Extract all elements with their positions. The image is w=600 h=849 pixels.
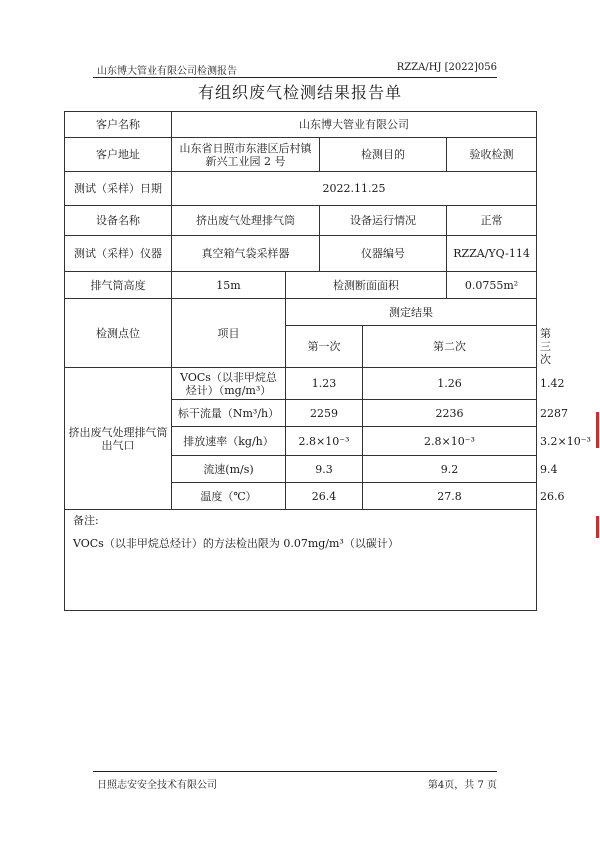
item-cell: 温度（℃）: [172, 483, 286, 510]
row-client-address: [65, 138, 537, 172]
result-header: 测定结果: [286, 299, 537, 326]
client-name-value: 山东博大管业有限公司: [172, 112, 537, 138]
point-header: 检测点位: [65, 299, 172, 368]
value-cell: 26.4: [286, 483, 363, 510]
point-value: 挤出废气处理排气筒出气口: [65, 368, 172, 510]
section-area-value: 0.0755m²: [447, 272, 537, 299]
row-instrument: [65, 236, 537, 272]
value-cell: 2.8×10⁻³: [363, 427, 537, 456]
row-notes: [65, 510, 537, 611]
equipment-value: 挤出废气处理排气筒: [172, 206, 320, 236]
value-cell: 27.8: [363, 483, 537, 510]
row-client-name: [65, 112, 537, 138]
row-date: [65, 172, 537, 206]
item-cell: 流速(m/s): [172, 456, 286, 483]
status-label: 设备运行情况: [320, 206, 447, 236]
value-cell: 2.8×10⁻³: [286, 427, 363, 456]
client-name-label: 客户名称: [65, 112, 172, 138]
row-equipment: [65, 206, 537, 236]
table-row: 挤出废气处理排气筒出气口 VOCs（以非甲烷总烃计）（mg/m³） 1.23 1.26 1.42: [65, 368, 537, 400]
header-report-number: RZZA/HJ [2022]056: [396, 62, 497, 73]
section-area-label: 检测断面面积: [286, 272, 447, 299]
table-row: 排放速率（kg/h） 2.8×10⁻³ 2.8×10⁻³ 3.2×10⁻³: [65, 427, 537, 456]
item-cell: 标干流量（Nm³/h）: [172, 400, 286, 427]
row-runs-header: 第一次 第二次 第三次: [65, 326, 537, 368]
footer-organization: 日照志安安全技术有限公司: [97, 780, 217, 791]
seal-edge-mark: [596, 412, 599, 448]
stack-height-label: 排气筒高度: [65, 272, 172, 299]
run-1-header: 第一次: [286, 326, 363, 368]
item-cell: 排放速率（kg/h）: [172, 427, 286, 456]
equipment-label: 设备名称: [65, 206, 172, 236]
purpose-value: 验收检测: [447, 138, 537, 172]
instrument-value: 真空箱气袋采样器: [172, 236, 320, 272]
table-row: 标干流量（Nm³/h） 2259 2236 2287: [65, 400, 537, 427]
item-cell: VOCs（以非甲烷总烃计）（mg/m³）: [172, 368, 286, 400]
seal-edge-mark: [596, 516, 599, 538]
row-stack-height: [65, 272, 537, 299]
results-table: [64, 111, 591, 611]
footer-page-number: 第4页，共 7 页: [427, 780, 497, 791]
value-cell: 2259: [286, 400, 363, 427]
value-cell: 1.23: [286, 368, 363, 400]
value-cell: 1.26: [363, 368, 537, 400]
item-header: 项目: [172, 299, 286, 368]
instrument-label: 测试（采样）仪器: [65, 236, 172, 272]
client-address-label: 客户地址: [65, 138, 172, 172]
client-address-value: 山东省日照市东港区后村镇新兴工业园 2 号: [172, 138, 320, 172]
purpose-label: 检测目的: [320, 138, 447, 172]
notes-text: VOCs（以非甲烷总烃计）的方法检出限为 0.07mg/m³（以碳计）: [73, 537, 399, 550]
run-2-header: 第二次: [363, 326, 537, 368]
table-row: 流速(m/s) 9.3 9.2 9.4: [65, 456, 537, 483]
table-row: 温度（℃） 26.4 27.8 26.6: [65, 483, 537, 510]
notes-label: 备注:: [73, 514, 99, 527]
header-divider: [93, 77, 497, 78]
value-cell: 9.3: [286, 456, 363, 483]
instrument-no-label: 仪器编号: [320, 236, 447, 272]
date-value: 2022.11.25: [172, 172, 537, 206]
value-cell: 9.2: [363, 456, 537, 483]
value-cell: 2236: [363, 400, 537, 427]
footer-divider: [93, 771, 497, 772]
notes-cell: [65, 510, 537, 611]
header-company: 山东博大管业有限公司检测报告: [97, 66, 237, 77]
row-result-header: [65, 299, 537, 326]
stack-height-value: 15m: [172, 272, 286, 299]
date-label: 测试（采样）日期: [65, 172, 172, 206]
status-value: 正常: [447, 206, 537, 236]
instrument-no-value: RZZA/YQ-114: [447, 236, 537, 272]
page-title: 有组织废气检测结果报告单: [197, 83, 402, 102]
